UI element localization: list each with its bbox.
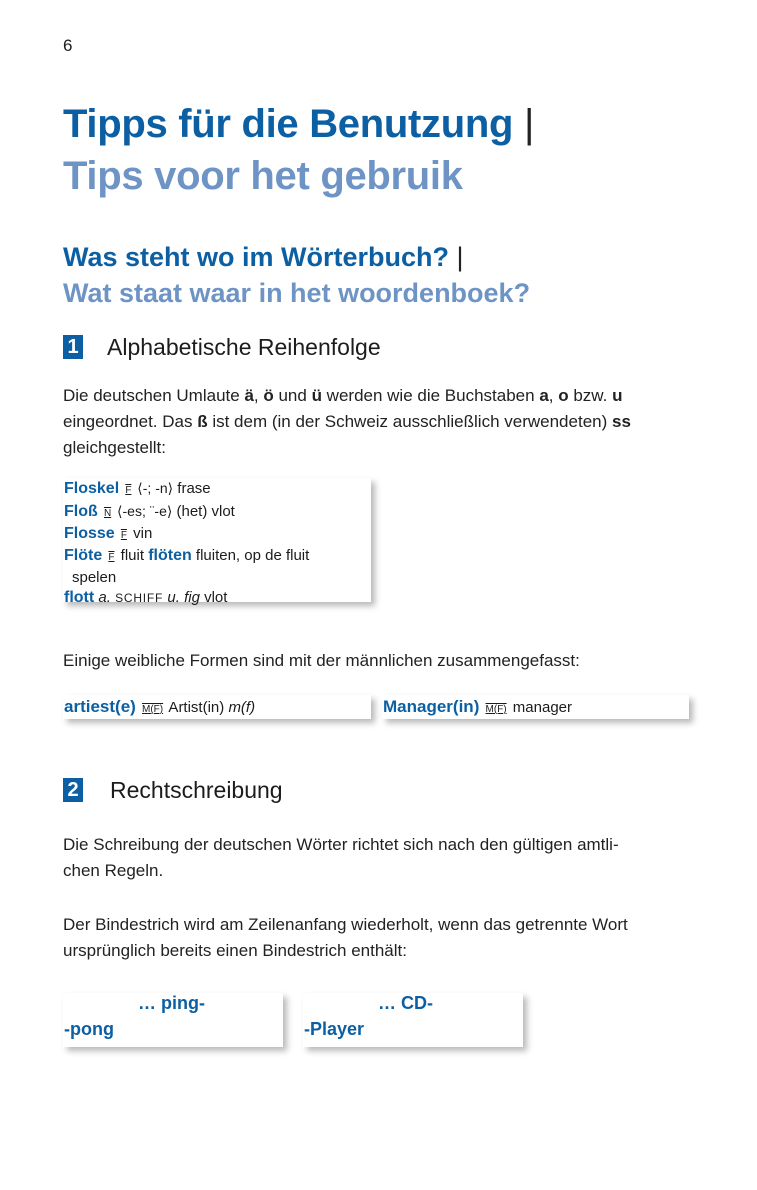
section-2-number: 2 xyxy=(63,778,83,802)
section-2-paragraph-2 xyxy=(63,912,703,964)
subtitle-separator: | xyxy=(456,242,464,272)
gender-info: m(f) xyxy=(228,699,256,716)
letter-ae: ä xyxy=(244,386,254,405)
text: ist dem (in der Schweiz ausschließlich verwendeten) xyxy=(207,412,612,431)
section-1-paragraph-2: Einige weibliche Formen sind mit der männlichen zusammengefasst: xyxy=(63,651,580,670)
section-2-title: Rechtschreibung xyxy=(110,777,283,803)
line: Die Schreibung der deutschen Wörter richtet sich nach den gültigen amtli- xyxy=(63,835,619,854)
translation: (het) vlot xyxy=(172,503,235,520)
entry-flott xyxy=(64,588,371,608)
text: , xyxy=(548,386,559,405)
text: eingeordnet. Das xyxy=(63,412,198,431)
line: Der Bindestrich wird am Zeilenanfang wiederholt, wenn das getrennte Wort xyxy=(63,915,628,934)
grammar-info: ⟨-es; ¨-e⟩ xyxy=(113,503,173,519)
hyphen-example-cdplayer xyxy=(303,993,523,1047)
gender-tag: N xyxy=(103,508,112,519)
dictionary-entries-box xyxy=(63,478,371,606)
line: ursprünglich bereits einen Bindestrich enthält: xyxy=(63,941,407,960)
entry-floskel xyxy=(64,478,371,501)
entry-lemma: Manager xyxy=(383,697,453,716)
part-of-speech: a. xyxy=(94,589,116,606)
text: und xyxy=(273,386,312,405)
letter-oe: ö xyxy=(263,386,274,405)
gender-tag: F xyxy=(120,530,127,541)
subtitle-german xyxy=(63,244,464,271)
translation: vlot xyxy=(199,589,228,606)
text: , xyxy=(253,386,264,405)
translation: vin xyxy=(128,525,153,542)
page-number: 6 xyxy=(63,36,73,55)
section-1-number: 1 xyxy=(63,335,83,359)
page-title-german xyxy=(63,104,534,144)
entry-lemma: Floß xyxy=(64,503,98,520)
translation: fluiten, op de fluit xyxy=(191,547,310,564)
letter-o: o xyxy=(558,386,569,405)
entry-suffix: (in) xyxy=(452,697,480,716)
line: chen Regeln. xyxy=(63,861,164,880)
page-title-dutch: Tips voor het gebruik xyxy=(63,154,463,198)
gender-tag: F xyxy=(125,485,132,496)
letter-ss: ss xyxy=(611,412,631,431)
entry-lemma: Flöte xyxy=(64,547,103,564)
entry-lemma: Floskel xyxy=(64,480,120,497)
example-line-2: -Player xyxy=(304,1019,365,1039)
hyphen-example-pingpong xyxy=(63,993,283,1047)
entry-lemma: Flosse xyxy=(64,525,115,542)
subtitle-de-text: Was steht wo im Wörterbuch? xyxy=(63,242,450,272)
figurative-label: fig xyxy=(184,589,200,606)
text: Die deutschen Umlaute xyxy=(63,386,245,405)
letter-a: a xyxy=(539,386,549,405)
example-line-2: -pong xyxy=(64,1019,114,1039)
section-1-paragraph xyxy=(63,383,703,461)
combined-entry-manager xyxy=(382,695,689,719)
entry-continuation: spelen xyxy=(72,569,117,586)
entry-floss xyxy=(64,501,371,524)
translation: Artist(in) xyxy=(165,699,229,716)
letter-ue: ü xyxy=(311,386,322,405)
entry-sublemma: flöten xyxy=(148,547,192,564)
text: werden wie die Buchstaben xyxy=(321,386,540,405)
text: gleichgestellt: xyxy=(63,438,167,457)
entry-lemma: flott xyxy=(64,589,95,606)
entry-suffix: (e) xyxy=(115,697,136,716)
conjunction: u. xyxy=(163,589,185,606)
translation: manager xyxy=(508,699,573,716)
letter-u: u xyxy=(612,386,623,405)
subtitle-dutch: Wat staat waar in het woordenboek? xyxy=(63,278,531,308)
text: bzw. xyxy=(568,386,613,405)
section-1-title: Alphabetische Reihenfolge xyxy=(107,334,381,360)
translation: fluit xyxy=(116,547,149,564)
entry-floete xyxy=(64,546,371,568)
translation: frase xyxy=(173,480,211,497)
section-2-paragraph-1 xyxy=(63,832,703,884)
title-separator: | xyxy=(523,102,535,146)
combined-entry-artiest xyxy=(63,695,371,719)
example-line-1: … CD- xyxy=(378,993,433,1013)
grammar-info: ⟨-; -n⟩ xyxy=(133,480,174,496)
title-de-text: Tipps für die Benutzung xyxy=(63,102,514,146)
domain-label: SCHIFF xyxy=(115,591,164,605)
gender-tag: M(F) xyxy=(141,704,164,715)
gender-tag: F xyxy=(108,552,115,563)
entry-lemma: artiest xyxy=(64,697,116,716)
gender-tag: M(F) xyxy=(485,704,507,715)
entry-flosse xyxy=(64,524,371,546)
example-line-1: … ping- xyxy=(138,993,205,1013)
letter-sz: ß xyxy=(197,412,208,431)
